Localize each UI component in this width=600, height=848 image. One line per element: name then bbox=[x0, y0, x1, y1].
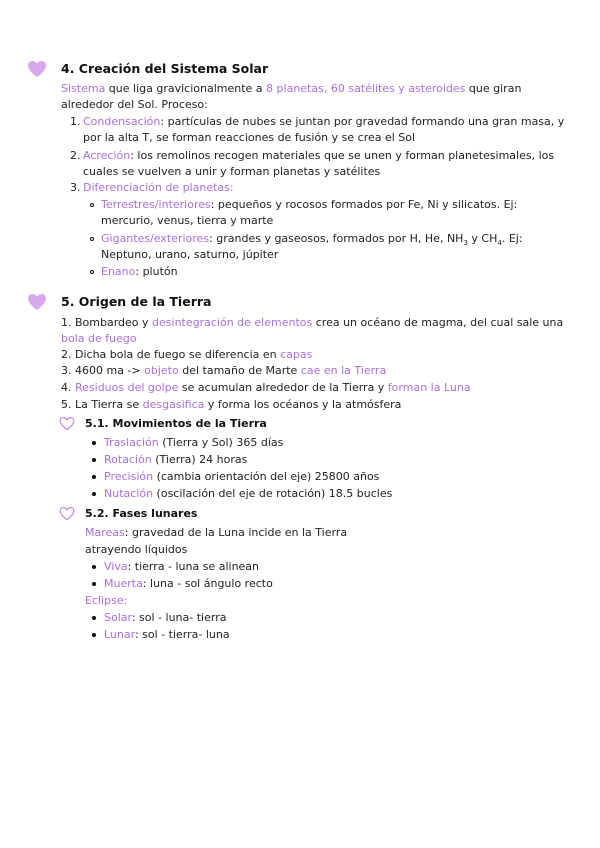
s52-mareas-muerta: Muerta: luna - sol ángulo recto bbox=[104, 577, 273, 590]
s4-intro-line1: Sistema que liga gravicionalmente a 8 planetas, 60 satélites y asteroides que giran bbox=[61, 82, 522, 95]
s4-item-condensacion-cont: por la alta T, se forman reacciones de fusión y se crea el Sol bbox=[83, 131, 416, 144]
s4-sub-terrestres-cont: mercurio, venus, tierra y marte bbox=[101, 214, 274, 227]
bullet-icon bbox=[92, 565, 96, 569]
s4-sub-gigantes: Gigantes/exteriores: grandes y gaseosos, formados por H, He, $NH_3$ y $CH_4$. Ej: bbox=[101, 232, 523, 248]
s4-sub-gigantes-cont: Neptuno, urano, saturno, júpiter bbox=[101, 248, 279, 261]
bullet-icon bbox=[92, 458, 96, 462]
s5-line3: 3. 4600 ma -> objeto del tamaño de Marte cae en la Tierra bbox=[61, 364, 387, 377]
heart-filled-icon bbox=[27, 293, 47, 311]
s5-line1-cont: bola de fuego bbox=[61, 332, 137, 345]
heart-filled-icon bbox=[27, 60, 47, 78]
bullet-icon bbox=[92, 616, 96, 620]
list-number: 1. bbox=[70, 115, 81, 128]
s4-item-acrecion: Acreción: los remolinos recogen materiales que se unen y forman planetesimales, los bbox=[83, 149, 555, 162]
s51-item-precision: Precisión (cambia orientación del eje) 25800 años bbox=[104, 470, 380, 483]
s5-line2: 2. Dicha bola de fuego se diferencia en capas bbox=[61, 348, 313, 361]
bullet-icon bbox=[92, 441, 96, 445]
s52-eclipse-solar: Solar: sol - luna- tierra bbox=[104, 611, 227, 624]
heart-outline-icon bbox=[59, 416, 75, 431]
section-5-1-title: 5.1. Movimientos de la Tierra bbox=[85, 417, 267, 430]
bullet-icon bbox=[92, 475, 96, 479]
circle-bullet-icon bbox=[90, 270, 94, 274]
s5-line1: 1. Bombardeo y desintegración de elementos crea un océano de magma, del cual sale una bbox=[61, 316, 564, 329]
s4-sub-enano: Enano: plutón bbox=[101, 265, 178, 278]
bullet-icon bbox=[92, 492, 96, 496]
bullet-icon bbox=[92, 582, 96, 586]
s4-intro-line2: alrededor del Sol. Proceso: bbox=[61, 98, 208, 111]
s51-item-rotacion: Rotación (Tierra) 24 horas bbox=[104, 453, 248, 466]
s51-item-nutacion: Nutación (oscilación del eje de rotación) 18.5 bucles bbox=[104, 487, 393, 500]
s4-sub-terrestres: Terrestres/interiores: pequeños y rocosos formados por Fe, Ni y silicatos. Ej: bbox=[101, 198, 518, 211]
list-number: 2. bbox=[70, 149, 81, 162]
s52-mareas: Mareas: gravedad de la Luna incide en la Tierra bbox=[85, 526, 348, 539]
bullet-icon bbox=[92, 633, 96, 637]
s4-item-diferenciacion: Diferenciación de planetas: bbox=[83, 181, 234, 194]
s52-mareas-viva: Viva: tierra - luna se alinean bbox=[104, 560, 260, 573]
circle-bullet-icon bbox=[90, 237, 94, 241]
list-number: 3. bbox=[70, 181, 81, 194]
s5-line4: 4. Residuos del golpe se acumulan alrededor de la Tierra y forman la Luna bbox=[61, 381, 471, 394]
s51-item-traslacion: Traslación (Tierra y Sol) 365 días bbox=[104, 436, 284, 449]
section-5-2-title: 5.2. Fases lunares bbox=[85, 507, 198, 520]
section-5-title: 5. Origen de la Tierra bbox=[61, 294, 212, 309]
section-4-title: 4. Creación del Sistema Solar bbox=[61, 61, 269, 76]
s4-item-condensacion: Condensación: partículas de nubes se juntan por gravedad formando una gran masa, y bbox=[83, 115, 565, 128]
circle-bullet-icon bbox=[90, 203, 94, 207]
s52-mareas-cont: atrayendo líquidos bbox=[85, 543, 188, 556]
s52-eclipse-lunar: Lunar: sol - tierra- luna bbox=[104, 628, 230, 641]
s5-line5: 5. La Tierra se desgasifica y forma los océanos y la atmósfera bbox=[61, 398, 402, 411]
s52-eclipse: Eclipse: bbox=[85, 594, 128, 607]
heart-outline-icon bbox=[59, 506, 75, 521]
s4-item-acrecion-cont: cuales se vuelven a unir y forman planetas y satélites bbox=[83, 165, 381, 178]
